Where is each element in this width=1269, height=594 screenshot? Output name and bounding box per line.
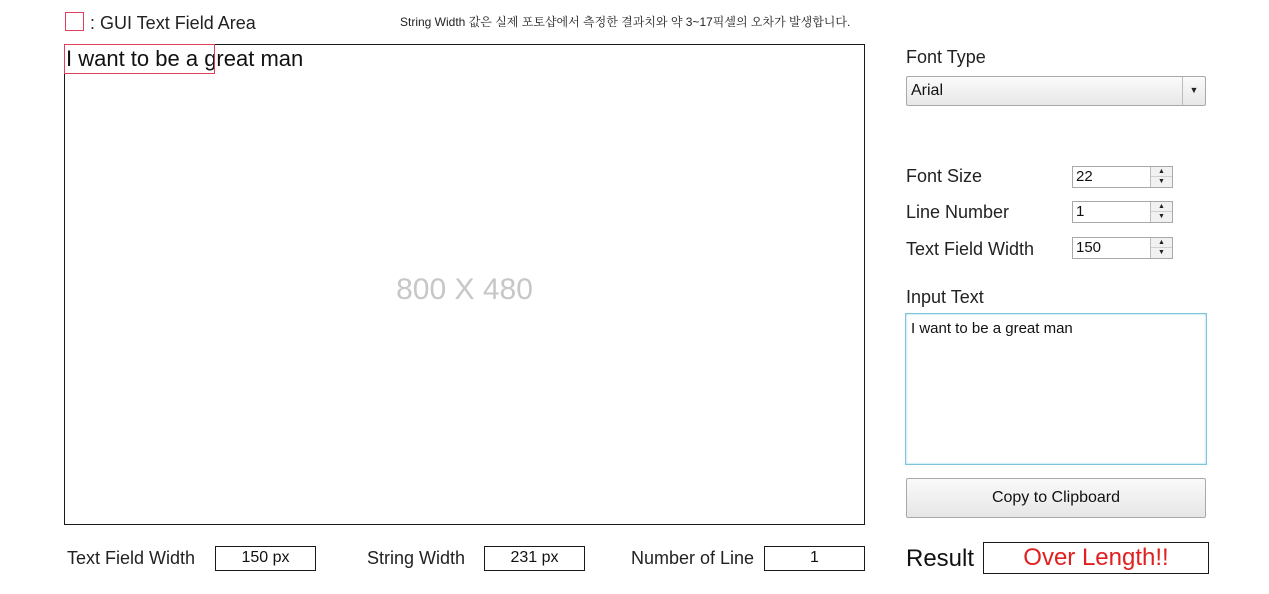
text-field-width-label: Text Field Width [906,239,1035,259]
footer-text-field-width-value: 150 px [215,546,316,571]
line-number-label: Line Number [906,202,1010,222]
increment-arrow-icon[interactable]: ▲ [1151,238,1172,248]
line-number-stepper[interactable] [1072,201,1173,223]
footer-text-field-width-label: Text Field Width [67,548,196,568]
legend-label: : GUI Text Field Area [90,13,256,33]
input-text-label: Input Text [906,287,984,307]
font-size-value[interactable]: 22 [1076,168,1093,185]
footer-number-of-line-value: 1 [764,546,865,571]
footer-string-width-label: String Width [367,548,466,568]
result-label: Result [906,545,975,572]
line-number-value[interactable]: 1 [1076,203,1085,220]
chevron-down-icon[interactable]: ▼ [1182,77,1205,105]
preview-sample-text: I want to be a great man [66,46,304,71]
copy-to-clipboard-button[interactable]: Copy to Clipboard [906,478,1206,518]
legend-swatch [65,12,84,31]
font-type-select[interactable] [906,76,1206,106]
increment-arrow-icon[interactable]: ▲ [1151,167,1172,177]
input-text-area[interactable]: I want to be a great man [905,313,1207,465]
footer-number-of-line-label: Number of Line [631,548,755,568]
font-type-value: Arial [911,82,944,99]
increment-arrow-icon[interactable]: ▲ [1151,202,1172,212]
canvas-size-label: 800 X 480 [396,273,533,306]
footer-string-width-value: 231 px [484,546,585,571]
text-field-width-value[interactable]: 150 [1076,239,1102,256]
text-field-area-outline [64,44,215,74]
decrement-arrow-icon[interactable]: ▼ [1158,249,1165,256]
font-size-label: Font Size [906,166,983,186]
font-size-stepper[interactable] [1072,166,1173,188]
result-value: Over Length!! [983,542,1209,574]
decrement-arrow-icon[interactable]: ▼ [1158,178,1165,185]
notice-text: String Width 값은 실제 포토샵에서 측정한 결과치와 약 3~17픽셀의 오차가 발생합니다. [400,15,851,29]
font-type-label: Font Type [906,47,986,67]
decrement-arrow-icon[interactable]: ▼ [1158,213,1165,220]
text-field-width-stepper[interactable] [1072,237,1173,259]
